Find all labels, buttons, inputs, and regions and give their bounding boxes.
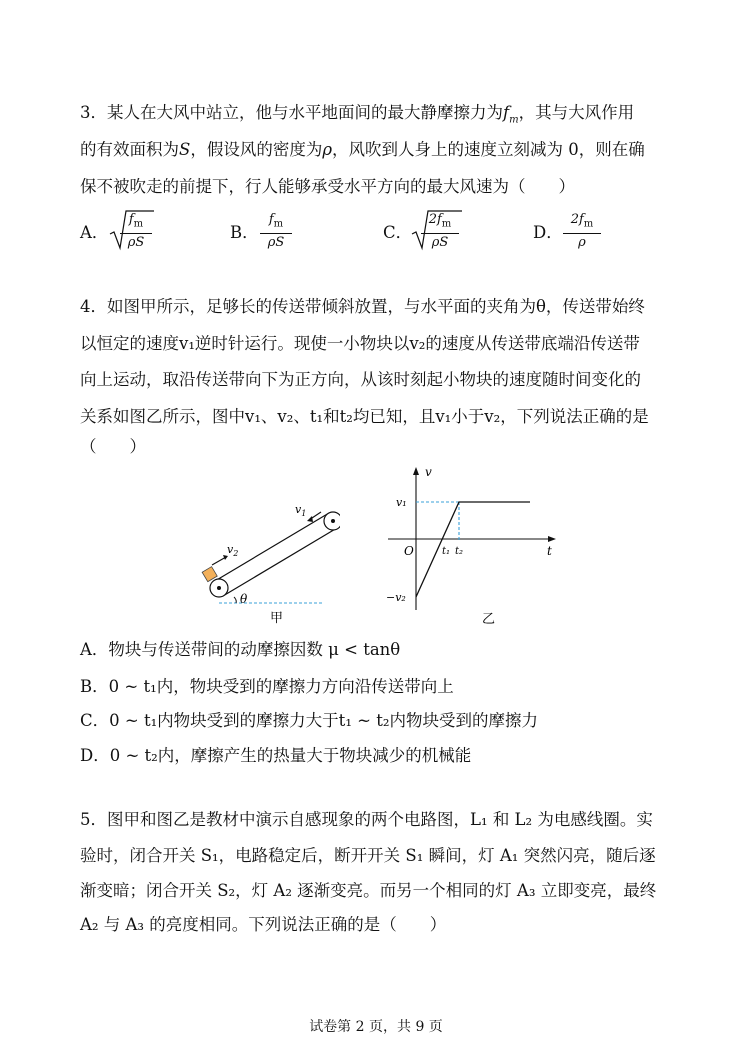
q4-option-d: D．0 ~ t₂内，摩擦产生的热量大于物块减少的机械能 <box>80 746 472 765</box>
figure-vt-graph <box>370 462 570 627</box>
option-c-fraction: $\frac{2f_m}{\rho S}$ <box>421 212 459 252</box>
neg-v2-tick-label: −v₂ <box>386 591 406 604</box>
q4-line-2: 以恒定的速度v₁逆时针运行。现使一小物块以v₂的速度从传送带底端沿传送带 <box>80 334 640 353</box>
theta-label: θ <box>240 592 248 606</box>
q5-line-2: 验时，闭合开关 S₁，电路稳定后，断开开关 S₁ 瞬间，灯 A₁ 突然闪亮，随后逐 <box>80 846 656 865</box>
v2-arrow <box>212 557 226 565</box>
caption-yi: 乙 <box>482 612 496 627</box>
caption-jia: 甲 <box>270 611 284 625</box>
page-footer: 试卷第 2 页，共 9 页 <box>309 1019 443 1035</box>
velocity-curve <box>416 502 530 597</box>
v-axis-label: v <box>425 465 432 479</box>
option-a-fraction: $\frac{f_m}{\rho S}$ <box>120 212 152 252</box>
v1-tick-label: v₁ <box>396 496 407 509</box>
origin-label: O <box>404 544 414 558</box>
t-axis-label: t <box>547 544 552 558</box>
angle-arc <box>234 597 236 603</box>
q4-option-c: C．0 ~ t₁内物块受到的摩擦力大于t₁ ~ t₂内物块受到的摩擦力 <box>80 711 538 730</box>
figure-conveyor-belt <box>190 495 340 625</box>
v2-label: $v_2$ <box>227 543 239 558</box>
option-b-fraction: $\frac{f_m}{\rho S}$ <box>260 212 292 252</box>
option-d-fraction: $\frac{2f_m}{\rho}$ <box>563 212 601 252</box>
v1-label: $v_1$ <box>295 503 307 518</box>
q4-option-b: B．0 ~ t₁内，物块受到的摩擦力方向沿传送带向上 <box>80 677 454 696</box>
q3-line-2: 的有效面积为S，假设风的密度为ρ，风吹到人身上的速度立刻减为 0，则在确 <box>80 140 645 159</box>
belt-bottom-edge <box>223 528 337 596</box>
q5-line-1: 5．图甲和图乙是教材中演示自感现象的两个电路图，L₁ 和 L₂ 为电感线圈。实 <box>80 810 653 829</box>
q4-line-3: 向上运动，取沿传送带向下为正方向，从该时刻起小物块的速度随时间变化的 <box>80 370 641 389</box>
q4-line-4: 关系如图乙所示，图中v₁、v₂、t₁和t₂均已知，且v₁小于v₂，下列说法正确的是 <box>80 407 649 426</box>
t2-tick-label: t₂ <box>455 546 464 557</box>
q3-line-3: 保不被吹走的前提下，行人能够承受水平方向的最大风速为（ ） <box>80 177 575 196</box>
q4-line-1: 4．如图甲所示，足够长的传送带倾斜放置，与水平面的夹角为θ，传送带始终 <box>80 297 645 316</box>
t1-tick-label: t₁ <box>442 546 451 557</box>
q3-line-1: 3．某人在大风中站立，他与水平地面间的最大静摩擦力为$f_m$，其与大风作用 <box>80 103 635 126</box>
q4-line-5: （ ） <box>80 437 146 456</box>
q5-line-4: A₂ 与 A₃ 的亮度相同。下列说法正确的是（ ） <box>80 915 447 934</box>
q5-line-3: 渐变暗；闭合开关 S₂，灯 A₂ 逐渐变亮。而另一个相同的灯 A₃ 立即变亮，最终 <box>80 881 657 900</box>
q4-option-a: A．物块与传送带间的动摩擦因数 μ < tanθ <box>80 640 401 659</box>
